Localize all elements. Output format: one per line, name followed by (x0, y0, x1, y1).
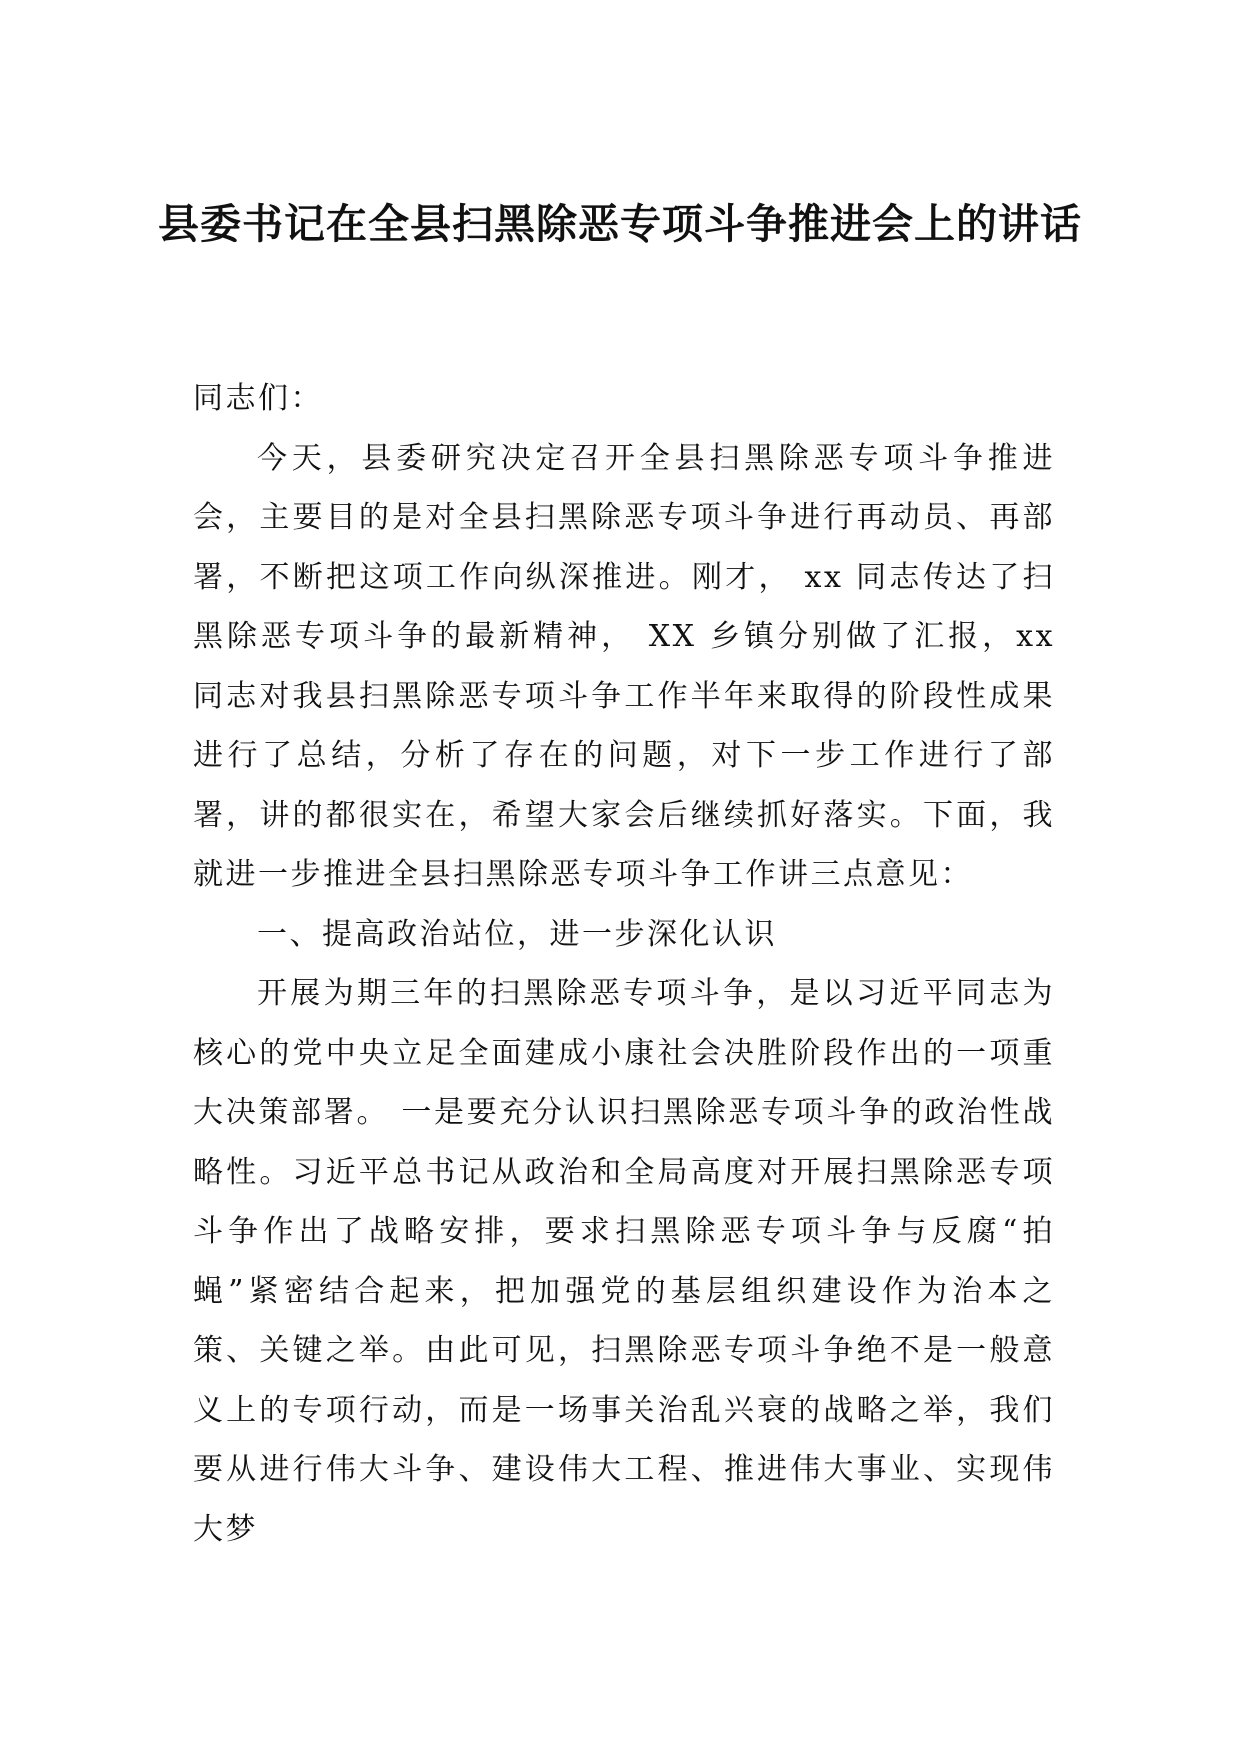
document-body (193, 369, 1055, 1559)
paragraph-intro: 今天，县委研究决定召开全县扫黑除恶专项斗争推进会，主要目的是对全县扫黑除恶专项斗争进行再动员、再部署，不断把这项工作向纵深推进。刚才， xx 同志传达了扫黑除恶专项斗争的最新精神， XX 乡镇分别做了汇报，xx 同志对我县扫黑除恶专项斗争工作半年来取得的阶段性成果进行了总结，分析了存在的问题，对下一步工作进行了部署，讲的都很实在，希望大家会后继续抓好落实。下面，我就进一步推进全县扫黑除恶专项斗争工作讲三点意见： (193, 440, 1055, 892)
section-heading-1: 一、提高政治站位，进一步深化认识 (257, 916, 777, 952)
paragraph-section-1: 开展为期三年的扫黑除恶专项斗争，是以习近平同志为核心的党中央立足全面建成小康社会决胜阶段作出的一项重大决策部署。 一是要充分认识扫黑除恶专项斗争的政治性战略性。习近平总书记从政治和全局高度对开展扫黑除恶专项斗争作出了战略安排，要求扫黑除恶专项斗争与反腐“拍蝇”紧密结合起来，把加强党的基层组织建设作为治本之策、关键之举。由此可见，扫黑除恶专项斗争绝不是一般意义上的专项行动，而是一场事关治乱兴衰的战略之举，我们要从进行伟大斗争、建设伟大工程、推进伟大事业、实现伟大梦 (193, 976, 1055, 1547)
document-title: 县委书记在全县扫黑除恶专项斗争推进会上的讲话 (158, 200, 1082, 248)
salutation: 同志们： (193, 381, 323, 416)
